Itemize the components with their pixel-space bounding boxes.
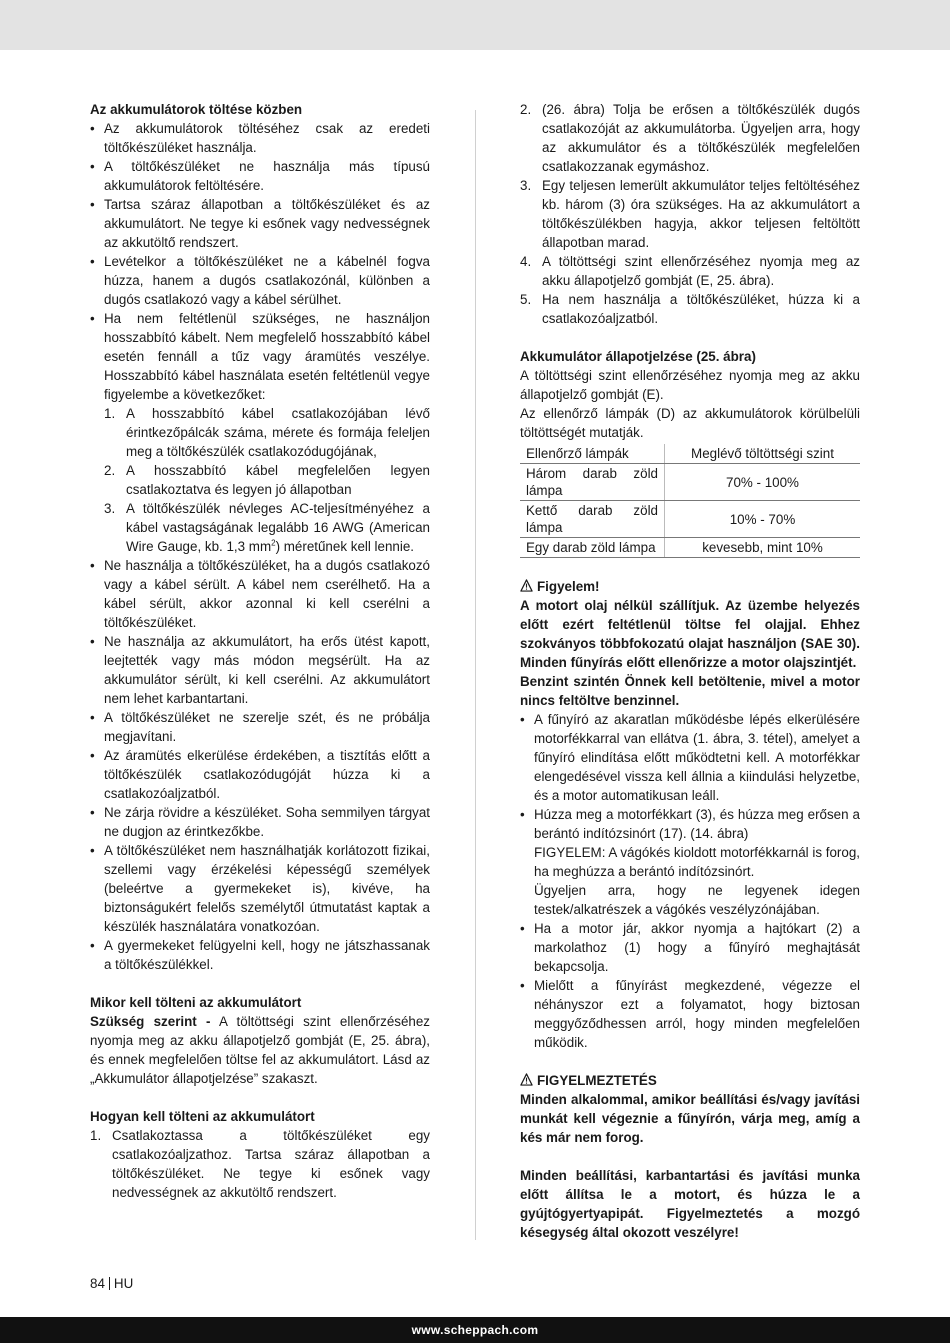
warning-title-2: FIGYELMEZTETÉS bbox=[520, 1071, 860, 1090]
page-number bbox=[90, 1276, 133, 1291]
list-item: • Húzza meg a motorfékkart (3), és húzza meg erősen a berántó indítózsinórt (17). (14. ábra) FIGYELEM: A vágókés kioldott motorfékkarnál is forog, ha meghúzza a berántó indítózsinórt. Ügyeljen arra, hogy ne legyenek idegen testek/alkatrészek a vágókés veszélyzónájában. bbox=[520, 805, 860, 919]
section-title-battery-status: Akkumulátor állapotjelzése (25. ábra) bbox=[520, 349, 756, 364]
extension-cable-sublist bbox=[104, 404, 430, 556]
list-item-text: Ha nem feltétlenül szükséges, ne használjon hosszabbító kábelt. Nem megfelelő hosszabbító kábel esetén fennáll a tűz vagy áramütés veszélye. Hosszabbító kábel használata esetén feltétlenül vegye figyelembe a következőket: bbox=[104, 311, 430, 402]
maintenance-warning-text-2: Minden beállítási, karbantartási és javítási munka előtt állítsa le a motort, és húzza le a gyújtógyertyapipát. Figyelmeztetés a mozgó késegység által okozott veszélyre! bbox=[520, 1168, 860, 1240]
list-item: • Ne használja az akkumulátort, ha erős ütést kapott, leejtették vagy más módon megsérült. Ha az akkumulátor sérült, ki kell cserélni. Az akkumulátort nem lehet karbantartani. bbox=[90, 632, 430, 708]
engine-brake-list bbox=[520, 710, 860, 1052]
list-item: 5. Ha nem használja a töltőkészüléket, húzza ki a csatlakozóaljzatból. bbox=[520, 292, 860, 326]
list-item: • Ha a motor jár, akkor nyomja a hajtókart (2) a markolathoz (1) hogy a fűnyíró meghajtását bekapcsolja. bbox=[520, 919, 860, 976]
footer-url[interactable]: www.scheppach.com bbox=[411, 1323, 539, 1337]
list-item: • A fűnyíró az akaratlan működésbe lépés elkerülésére motorfékkarral van ellátva (1. ábra, 3. tétel), amelyet a fűnyíró elindítása előtt működtetni kell. A motorfékkar elengedésével vissza kell állnia a kiindulási helyzetbe, és a motor automatikusan leáll. bbox=[520, 710, 860, 805]
table-cell: Kettő darab zöld lámpa bbox=[520, 501, 665, 538]
left-column bbox=[90, 100, 430, 1202]
list-item: • Az áramütés elkerülése érdekében, a tisztítás előtt a töltőkészülék csatlakozódugóját húzza ki a csatlakozóaljzatból. bbox=[90, 746, 430, 803]
table-cell: Egy darab zöld lámpa bbox=[520, 538, 665, 558]
sub-list-item: 2. A hosszabbító kábel megfelelően legyen csatlakoztatva és legyen jó állapotban bbox=[104, 463, 430, 497]
sub-list-item: 1. A hosszabbító kábel csatlakozójában lévő érintkezőpálcák száma, mérete és formája feleljen meg a töltőkészülék csatlakozódugójának, bbox=[104, 406, 430, 459]
section-title-when-to-charge: Mikor kell tölteni az akkumulátort bbox=[90, 995, 302, 1010]
column-divider bbox=[475, 110, 476, 1240]
warning-triangle-icon bbox=[520, 1073, 533, 1086]
list-item: • Ne használja a töltőkészüléket, ha a dugós csatlakozó vagy a kábel sérült. A kábel nem cserélhető. Ha a kábel sérült, akkor azonnal ki kell cserélni a töltőkészüléket. bbox=[90, 556, 430, 632]
fuel-warning-text: Benzint szintén Önnek kell betöltenie, mivel a motor nincs feltöltve benzinnel. bbox=[520, 674, 860, 708]
maintenance-warning-text-1: Minden alkalommal, amikor beállítási és/vagy javítási munkát kell végeznie a fűnyírón, várja meg, amíg a kés már nem forog. bbox=[520, 1092, 860, 1145]
page-language: HU bbox=[113, 1276, 134, 1291]
footer-bar bbox=[0, 1317, 950, 1343]
table-cell: 10% - 70% bbox=[665, 501, 861, 538]
table-header-cell: Meglévő töltöttségi szint bbox=[665, 444, 861, 464]
section-title-charging-during: Az akkumulátorok töltése közben bbox=[90, 102, 303, 117]
when-to-charge-text: Szükség szerint - A töltöttségi szint ellenőrzéséhez nyomja meg az akku állapotjelző gombját (E, 25. ábra), és ennek megfelelően töltse fel az akkumulátort. Lásd az „Akkumulátor állapotjelzése” szakaszt. bbox=[90, 1014, 431, 1086]
warning-title: Figyelem! bbox=[520, 577, 860, 596]
list-item: • Levételkor a töltőkészüléket ne a kábelnél fogva húzza, hanem a dugós csatlakozónál, különben a dugós csatlakozó vagy a kábel sérülhet. bbox=[90, 252, 430, 309]
list-item: • Az akkumulátorok töltéséhez csak az eredeti töltőkészüléket használja. bbox=[90, 119, 430, 157]
list-item: • A töltőkészüléket ne szerelje szét, és ne próbálja megjavítani. bbox=[90, 708, 430, 746]
page-number-value: 84 bbox=[90, 1276, 105, 1291]
warning-triangle-icon bbox=[520, 579, 533, 592]
list-item: 4. A töltöttségi szint ellenőrzéséhez nyomja meg az akku állapotjelző gombját (E, 25. ábra). bbox=[520, 254, 860, 288]
oil-warning-text: A motort olaj nélkül szállítjuk. Az üzembe helyezés előtt ezért feltétlenül töltse fel olajjal. Ehhez szokványos többfokozatú olajat használjon (SAE 30). Minden fűnyírás előtt ellenőrizze a motor olajszintjét. bbox=[520, 598, 860, 670]
charging-steps-list bbox=[520, 100, 860, 328]
table-header-cell: Ellenőrző lámpák bbox=[520, 444, 665, 464]
list-item: • Tartsa száraz állapotban a töltőkészüléket és az akkumulátort. Ne tegye ki esőnek vagy nedvességnek az akkutöltő rendszert. bbox=[90, 195, 430, 252]
list-item: 2. (26. ábra) Tolja be erősen a töltőkészülék dugós csatlakozóját az akkumulátorba. Ügyeljen arra, hogy az akkumulátor és a töltőkészülék megfelelően csatlakozzanak egymáshoz. bbox=[520, 102, 860, 174]
battery-status-text-2: Az ellenőrző lámpák (D) az akkumulátorok körülbelüli töltöttségét mutatják. bbox=[520, 406, 860, 440]
table-row bbox=[520, 538, 860, 558]
battery-status-table bbox=[520, 444, 860, 558]
right-column bbox=[520, 100, 860, 1242]
top-bar bbox=[0, 0, 950, 50]
section-title-how-to-charge: Hogyan kell tölteni az akkumulátort bbox=[90, 1109, 315, 1124]
charging-bullet-list bbox=[90, 119, 430, 974]
table-header-row bbox=[520, 444, 860, 464]
list-item: 1. Csatlakoztassa a töltőkészüléket egy csatlakozóaljzathoz. Tartsa száraz állapotban a töltőkészüléket. Ne tegye ki esőnek vagy nedvességnek az akkutöltő rendszert. bbox=[90, 1128, 430, 1200]
list-item: • Ne zárja rövidre a készüléket. Soha semmilyen tárgyat ne dugjon az érintkezőkbe. bbox=[90, 803, 430, 841]
list-item: • Mielőtt a fűnyírást megkezdené, végezze el néhányszor ezt a folyamatot, hogy biztosan meggyőződhessen arról, hogy minden megfelelően működik. bbox=[520, 976, 860, 1052]
list-item: • A töltőkészüléket nem használhatják korlátozott fizikai, szellemi vagy érzékelési képességű személyek (beleértve a gyermekeket is), kivéve, ha biztonságukért felelős személytől útmutatást kaptak a készülék használatára vonatkozóan. bbox=[90, 841, 430, 936]
sub-list-item: 3. A töltőkészülék névleges AC-teljesítményéhez a kábel vastagságának legalább 16 AWG (American Wire Gauge, kb. 1,3 $mm^2$) méretűnek kell lennie. bbox=[104, 501, 430, 554]
table-cell: kevesebb, mint 10% bbox=[665, 538, 861, 558]
table-row bbox=[520, 464, 860, 501]
how-to-charge-list bbox=[90, 1126, 430, 1202]
battery-status-text-1: A töltöttségi szint ellenőrzéséhez nyomja meg az akku állapotjelző gombját (E). bbox=[520, 368, 860, 402]
table-cell: 70% - 100% bbox=[665, 464, 861, 501]
list-item-extension-cable bbox=[90, 309, 430, 556]
table-row bbox=[520, 501, 860, 538]
table-cell: Három darab zöld lámpa bbox=[520, 464, 665, 501]
list-item: • A gyermekeket felügyelni kell, hogy ne játszhassanak a töltőkészülékkel. bbox=[90, 936, 430, 974]
list-item: 3. Egy teljesen lemerült akkumulátor teljes feltöltéséhez kb. három (3) óra szükséges. Ha az akkumulátort a töltőkészülékben hagyja, akkor teljesen feltöltött állapotban marad. bbox=[520, 178, 860, 250]
list-item: • A töltőkészüléket ne használja más típusú akkumulátorok feltöltésére. bbox=[90, 157, 430, 195]
